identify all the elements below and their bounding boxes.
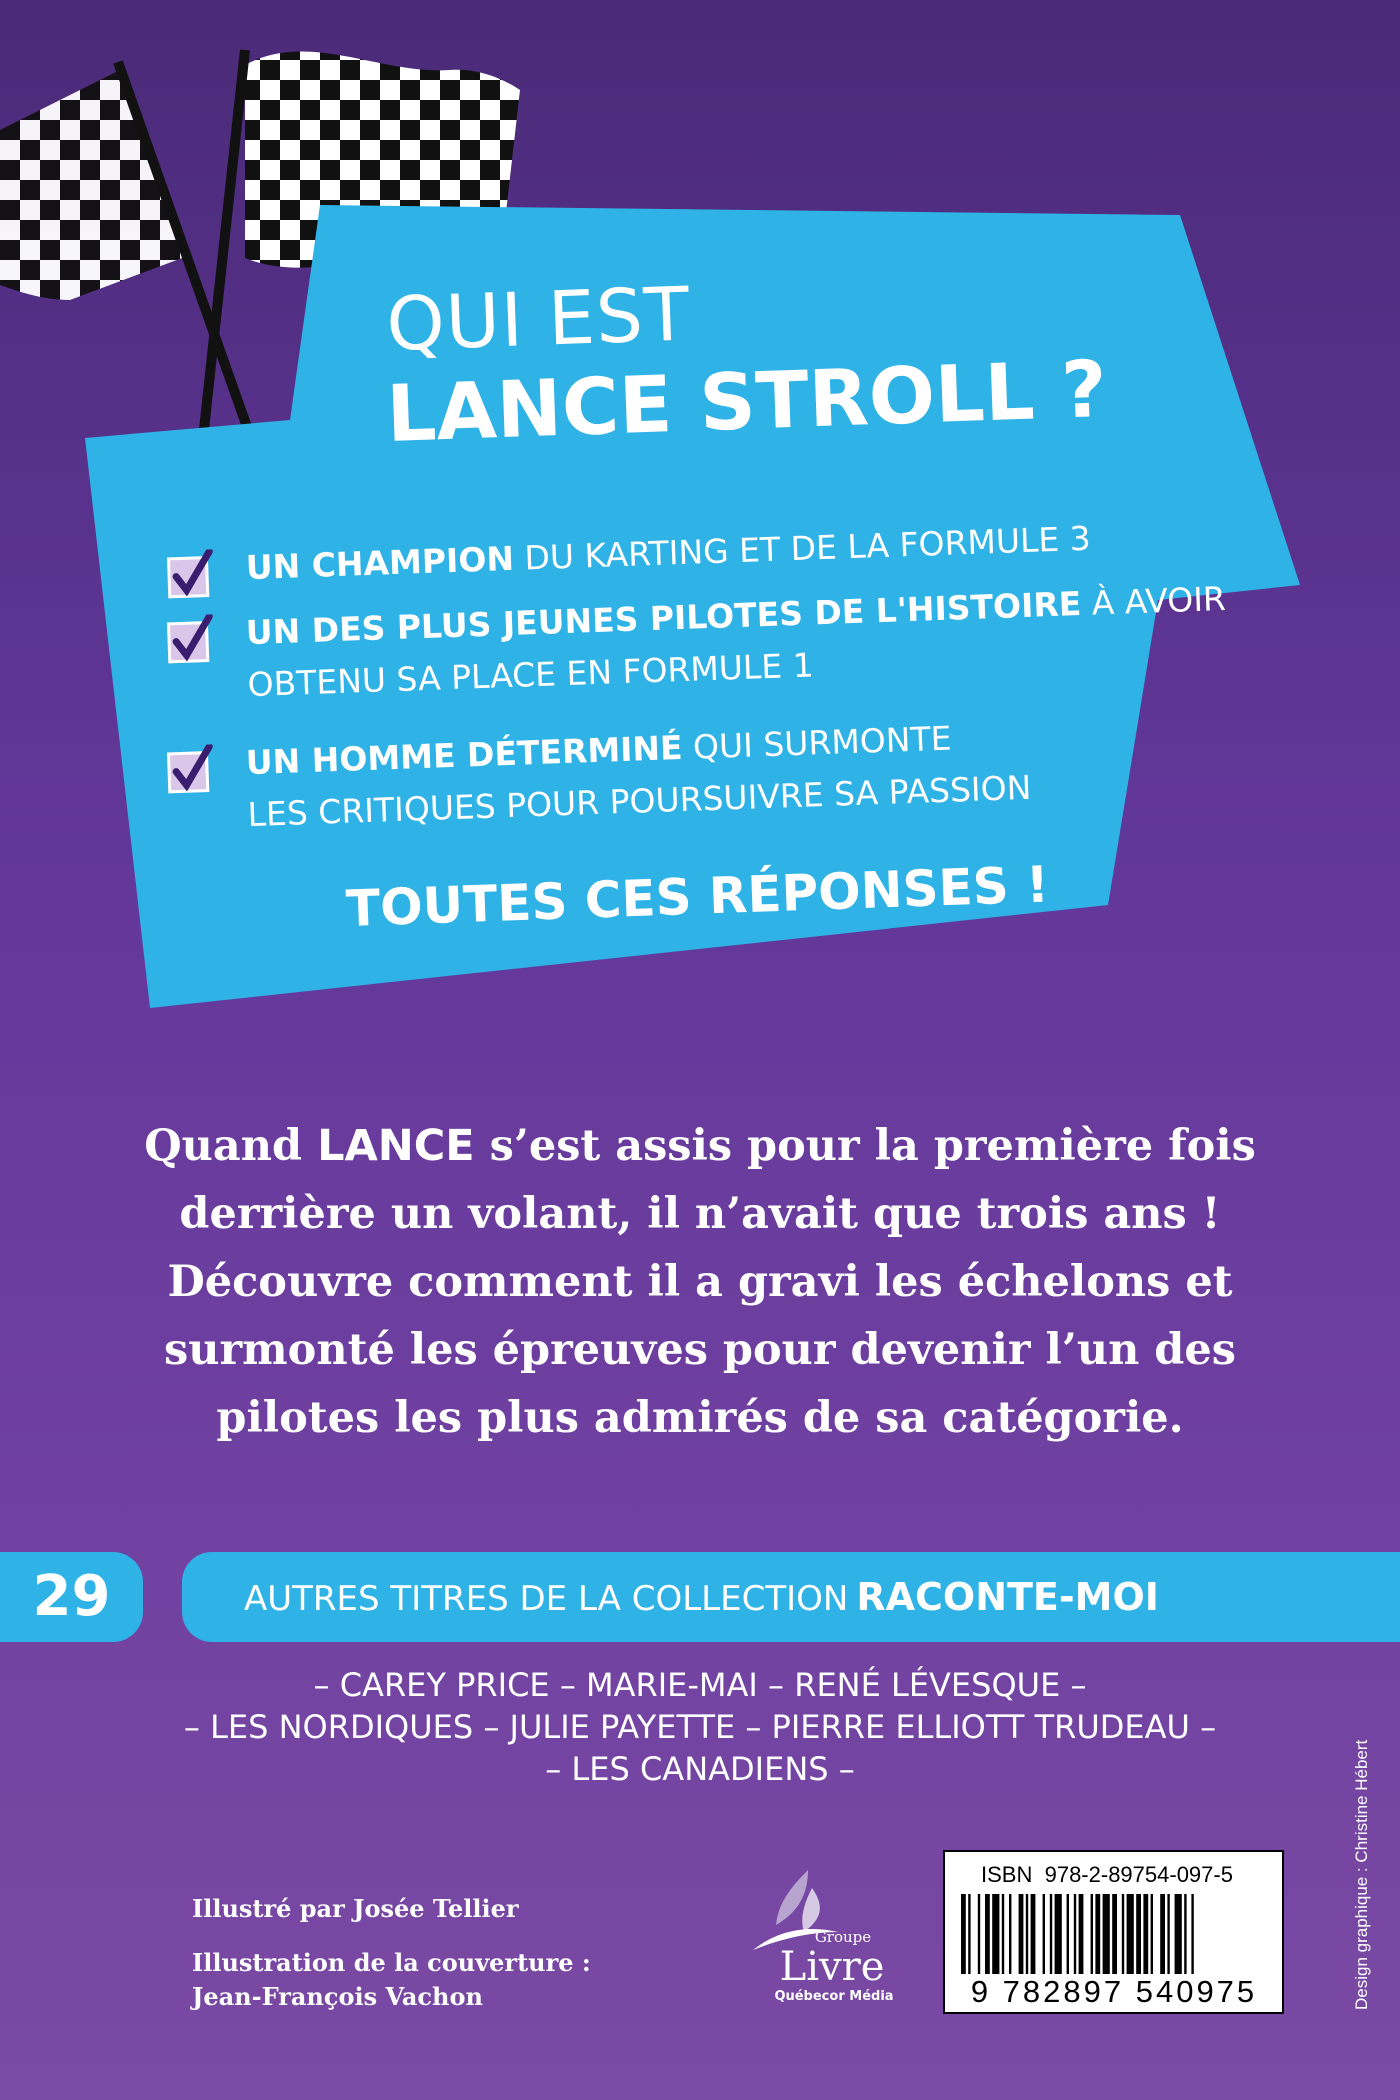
barcode-bar (1175, 1894, 1182, 1974)
barcode-bar (1191, 1894, 1193, 1974)
barcode-bar (1127, 1894, 1134, 1974)
description-line: Quand LANCE s’est assis pour la première fois (144, 1121, 1256, 1171)
cover-illustration-artist: Jean-François Vachon (192, 1982, 483, 2011)
barcode-bar (1122, 1894, 1124, 1974)
barcode-bar (1026, 1894, 1028, 1974)
description-line: pilotes les plus admirés de sa catégorie. (216, 1393, 1184, 1443)
barcode-bar (1143, 1894, 1148, 1974)
checklist-item-text: UN DES PLUS JEUNES PILOTES DE L'HISTOIRE À AVOIR OBTENU SA PLACE EN FORMULE 1 (245, 578, 1227, 705)
titles-count-badge: 29 (0, 1552, 143, 1642)
publisher-line3: Québecor Média (774, 1989, 894, 2004)
barcode-bar (1091, 1894, 1093, 1974)
barcode-bar (1074, 1894, 1076, 1974)
barcode-bar (1009, 1894, 1011, 1974)
barcode-bar (1055, 1894, 1062, 1974)
publisher-line2: Livre (779, 1944, 885, 1990)
barcode-bars (959, 1894, 1269, 1974)
other-titles-line: – LES CANADIENS – (545, 1750, 855, 1788)
collection-label: AUTRES TITRES DE LA COLLECTION RACONTE-MOI (244, 1575, 1159, 1619)
checkbox-checked-icon (165, 744, 217, 796)
illustrator-credit: Illustré par Josée Tellier (192, 1894, 519, 1923)
description-paragraph (100, 1112, 1300, 1452)
barcode-bar (1151, 1894, 1153, 1974)
description-line: Découvre comment il a gravi les échelons et (167, 1257, 1233, 1307)
other-titles-list (100, 1664, 1300, 1790)
barcode-bar (1112, 1894, 1117, 1974)
design-credit: Design graphique : Christine Hébert (1352, 1739, 1371, 2010)
barcode-bar (1002, 1894, 1004, 1974)
barcode-bar (1050, 1894, 1052, 1974)
description-line: surmonté les épreuves pour devenir l’un des (164, 1325, 1236, 1375)
barcode-bar (1095, 1894, 1100, 1974)
barcode-bar (1136, 1894, 1141, 1974)
barcode-bar (1184, 1894, 1186, 1974)
publisher-logo (748, 1870, 908, 2020)
barcode-bar (1067, 1894, 1069, 1974)
barcode-digits: 9 782897 540975 (970, 1974, 1258, 2009)
checklist-item-text: UN CHAMPION DU KARTING ET DE LA FORMULE 3 (245, 518, 1092, 588)
isbn-text: ISBN 978-2-89754-097-5 (981, 1862, 1233, 1887)
barcode-bar (1079, 1894, 1084, 1974)
all-answers-text: TOUTES CES RÉPONSES ! (345, 855, 1050, 938)
checkbox-checked-icon (165, 549, 217, 601)
barcode-bar (1019, 1894, 1024, 1974)
checkbox-checked-icon (165, 614, 217, 666)
barcode-bar (1031, 1894, 1036, 1974)
other-titles-line: – LES NORDIQUES – JULIE PAYETTE – PIERRE ELLIOTT TRUDEAU – (183, 1708, 1217, 1746)
barcode-bar (992, 1894, 999, 1974)
barcode-bar (985, 1894, 990, 1974)
barcode-bar (978, 1894, 980, 1974)
description-line: derrière un volant, il n’avait que trois ans ! (179, 1189, 1221, 1239)
collection-brand: RACONTE-MOI (856, 1575, 1159, 1619)
checklist-item-text: UN HOMME DÉTERMINÉ QUI SURMONTE LES CRITIQUES POUR POURSUIVRE SA PASSION (245, 718, 1032, 835)
barcode-bar (961, 1894, 966, 1974)
barcode-bar (1043, 1894, 1045, 1974)
isbn-barcode (943, 1850, 1284, 2014)
barcode-bar (1103, 1894, 1110, 1974)
cover-illustration-label: Illustration de la couverture : (192, 1948, 591, 1977)
title-line-1: QUI EST (385, 271, 692, 368)
publisher-line1: Groupe (814, 1928, 872, 1946)
other-titles-line: – CAREY PRICE – MARIE-MAI – RENÉ LÉVESQUE – (313, 1666, 1087, 1704)
barcode-bar (1160, 1894, 1165, 1974)
title-line-2: LANCE STROLL ? (385, 344, 1109, 460)
barcode-bar (1167, 1894, 1169, 1974)
collection-banner (182, 1552, 1400, 1642)
barcode-bar (968, 1894, 970, 1974)
